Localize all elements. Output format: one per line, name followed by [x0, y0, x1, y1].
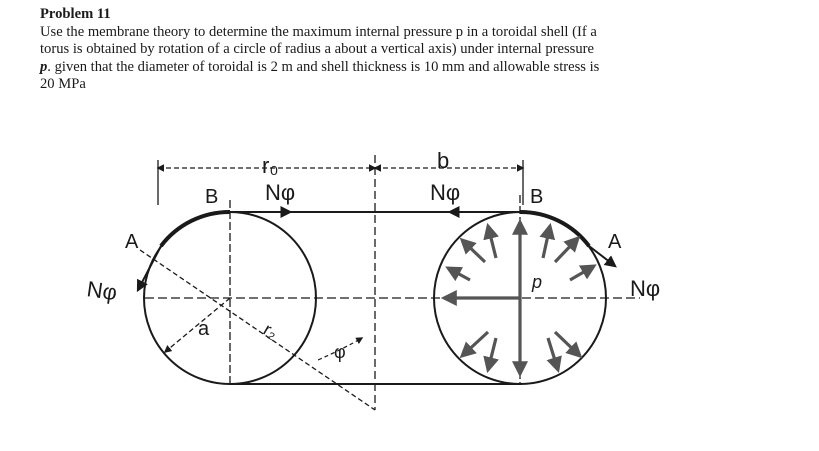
label-r2: r₂	[260, 319, 282, 343]
label-phi: φ	[334, 342, 346, 362]
label-B-right: B	[530, 186, 544, 208]
label-Nphi-top-right: Nφ	[430, 180, 461, 205]
label-b: b	[437, 148, 450, 173]
label-r0: r₀	[262, 153, 279, 178]
problem-title: Problem 11	[40, 6, 111, 22]
label-Nphi-top-left: Nφ	[265, 180, 296, 205]
label-Nphi-right: Nφ	[630, 276, 661, 301]
label-a: a	[198, 318, 210, 340]
label-B-left: B	[205, 186, 219, 208]
label-Nphi-left: Nφ	[85, 276, 119, 306]
problem-line-1: Use the membrane theory to determine the maximum internal pressure p in a toroidal shell (If a	[40, 23, 597, 40]
label-A-left: A	[125, 231, 139, 253]
problem-line-4: 20 MPa	[40, 76, 86, 92]
problem-line-3-text: . given that the diameter of toroidal is 2 m and shell thickness is 10 mm and allowable stress is	[47, 58, 600, 75]
radius-lines	[140, 250, 375, 410]
label-A-right: A	[608, 231, 622, 253]
label-p: p	[532, 272, 543, 292]
pressure-arrows	[444, 222, 594, 374]
problem-line-2: torus is obtained by rotation of a circle of radius a about a vertical axis) under internal pressure	[40, 41, 594, 57]
pressure-symbol: p	[40, 58, 48, 75]
